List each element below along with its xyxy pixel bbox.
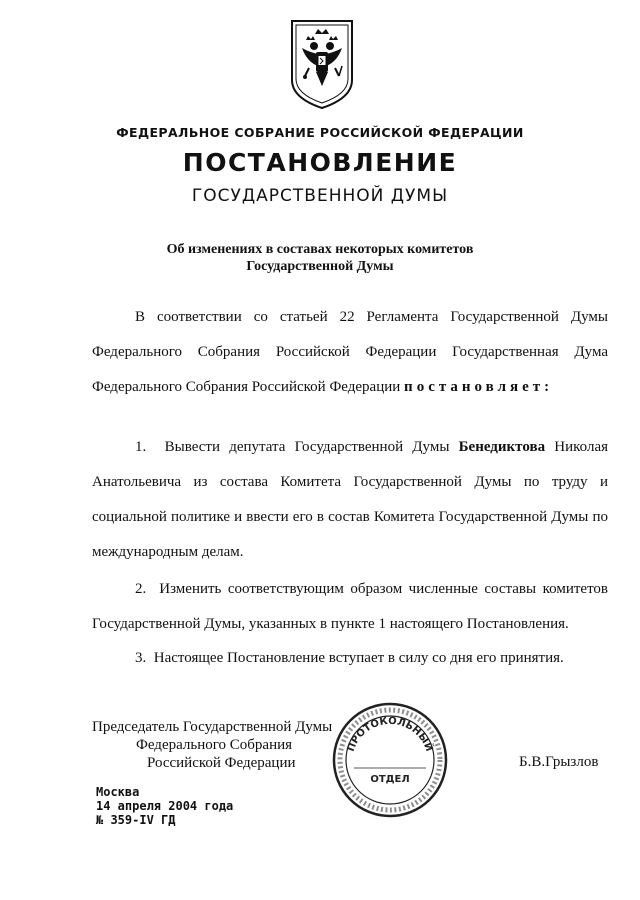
deputy-surname: Бенедиктова — [458, 439, 546, 455]
signatory-title-line-2: Федерального Собрания — [136, 737, 293, 753]
document-number: № 359-IV ГД — [96, 813, 176, 827]
stamp-center-text: ОТДЕЛ — [370, 774, 410, 785]
clause-number: 1. — [135, 439, 147, 455]
signatory-title-line-1: Председатель Государственной Думы — [92, 719, 333, 735]
subject-line-2: Государственной Думы — [246, 259, 394, 274]
issuing-body: ГОСУДАРСТВЕННОЙ ДУМЫ — [191, 186, 449, 206]
clause-3 — [92, 641, 608, 676]
decides-word: постановляет: — [404, 379, 554, 395]
clause-number: 3. — [135, 650, 147, 666]
document-subject — [0, 241, 640, 275]
place-date-block — [96, 785, 233, 827]
clause-1 — [92, 430, 608, 570]
official-stamp — [330, 700, 450, 820]
date: 14 апреля 2004 года — [96, 799, 234, 813]
clause-text: Изменить соответствующим образом численные составы комитетов Государственной Думы, указанных в пункте 1 настоящего Постановления. — [92, 581, 609, 632]
signatory-title — [92, 718, 352, 772]
clause-text-start: Вывести депутата Государственной Думы — [164, 439, 450, 455]
clause-text: Настоящее Постановление вступает в силу со дня его принятия. — [153, 650, 564, 666]
signatory-name: Б.В.Грызлов — [519, 754, 599, 770]
signatory-title-line-3: Российской Федерации — [147, 755, 296, 771]
place: Москва — [96, 785, 140, 799]
clause-number: 2. — [135, 581, 147, 597]
preamble-text: В соответствии со статьей 22 Регламента Государственной Думы Федерального Собрания Российской Федерации Государственная Дума Федерального Собрания Российской Федерации — [92, 309, 608, 395]
document-type: ПОСТАНОВЛЕНИЕ — [182, 148, 458, 177]
subject-line-1: Об изменениях в составах некоторых комитетов — [166, 242, 474, 257]
clause-2 — [92, 572, 608, 642]
russian-coat-of-arms-icon — [289, 18, 355, 110]
organization-title: ФЕДЕРАЛЬНОЕ СОБРАНИЕ РОССИЙСКОЙ ФЕДЕРАЦИИ — [116, 125, 524, 140]
stamp-top-text: ПРОТОКОЛЬНЫЙ — [345, 715, 435, 754]
preamble-paragraph — [92, 300, 608, 405]
clause-text-end: Николая Анатольевича из состава Комитета Государственной Думы по труду и социальной политике и ввести его в состав Комитета Государственной Думы по международным делам. — [92, 439, 609, 560]
